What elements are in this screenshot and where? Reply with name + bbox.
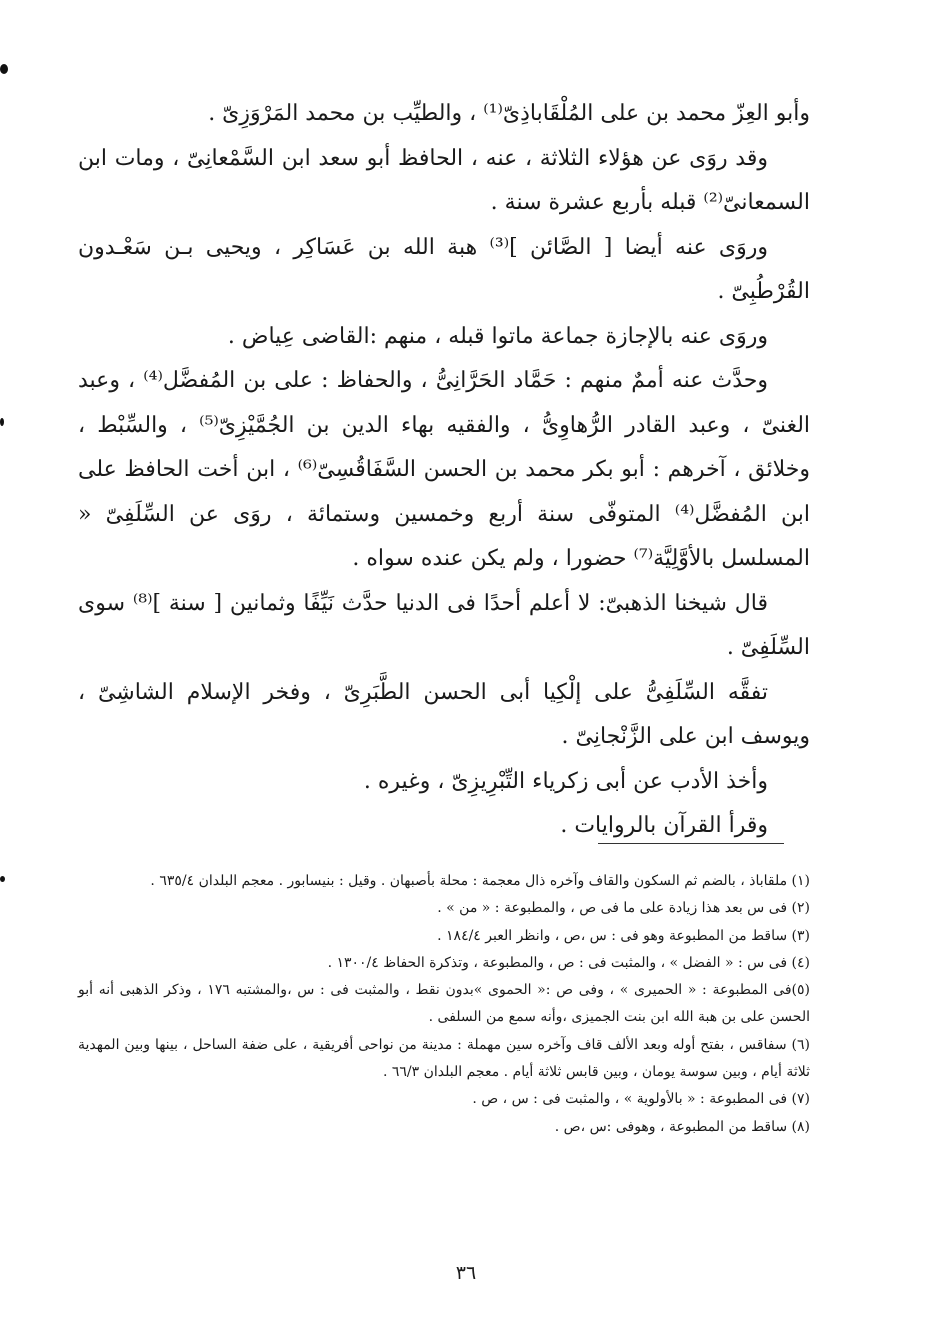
footnotes (78, 868, 810, 1141)
footnote-6: (٦) سفاقس ، بفتح أوله وبعد الألف قاف وآخره سين مهملة : مدينة من نواحى أفريقية ، على ضفة الساحل ، بينها وبين المهدية ثلاثة أيام ، وبين سوسة يومان ، وبين قابس ثلاثة أيام . معجم البلدان ٦٦/٣ . (78, 1036, 810, 1081)
paragraph-4: وروَى عنه بالإجازة جماعة ماتوا قبله ، منهم :القاضى عِياض . (227, 323, 768, 349)
main-text (78, 92, 810, 849)
footnote-7: (٧) فى المطبوعة : « بالأولوية » ، والمثبت فى : س ، ص . (472, 1091, 810, 1108)
footnote-8: (٨) ساقط من المطبوعة ، وهوفى :س ،ص . (554, 1118, 810, 1135)
paragraph-9: وقرأ القرآن بالروايات . (560, 813, 768, 838)
footnote-4: (٤) فى س : « الفضل » ، والمثبت فى : ص ، والمطبوعة ، وتذكرة الحفاظ ١٣٠٠/٤ . (327, 954, 810, 971)
paragraph-3: وروَى عنه أيضا [ الصَّائن ]⁽³⁾ هبة الله بن عَسَاكِر ، ويحيى بـن سَعْـدون القُرْطُبِىّ . (78, 234, 810, 304)
paragraph-1: وأبو العِزّ محمد بن على المُلْقَاباذِىّ⁽¹⁾ ، والطيِّب بن محمد المَرْوَزِىّ . (208, 101, 810, 126)
paragraph-7: تفقَّه السِّلَفِىُّ على إلْكِيا أبى الحسن الطَّبَرِىّ ، وفخر الإسلام الشاشِىّ ، ويوسف ابن على الزَّنْجانِىّ . (78, 679, 810, 749)
footnote-1: (١) ملقاباذ ، بالضم ثم السكون والقاف وآخره ذال معجمة : محلة بأصبهان . وقيل : بنيسابور . معجم البلدان ٦٣٥/٤ . (150, 873, 810, 889)
footnote-2: (٢) فى س بعد هذا زيادة على ما فى ص ، والمطبوعة : « من » . (437, 900, 810, 917)
paragraph-6: قال شيخنا الذهبىّ: لا أعلم أحدًا فى الدنيا حدَّث نَيِّفًا وثمانين [ سنة ]⁽⁸⁾ سوى السِّلَفِىّ . (78, 590, 810, 660)
margin-ink-mark-top (0, 64, 8, 74)
paragraph-8: وأخذ الأدب عن أبى زكرياء التِّبْرِيزِىّ ، وغيره . (363, 768, 768, 794)
footnote-separator (598, 843, 784, 844)
margin-ink-mark-middle (0, 418, 4, 426)
footnote-5: (٥)فى المطبوعة : « الحميرى » ، وفى ص :« الحموى »بدون نقط ، والمثبت فى : س ،والمشتبه ١٧٦ ، وذكر الذهبى أنه أبو الحسن على بن هبة الله ابن بنت الجميزى ،وأنه سمع من السلفى . (78, 982, 810, 1026)
margin-ink-mark-lower (0, 876, 5, 882)
page-number: ٣٦ (455, 1262, 477, 1284)
paragraph-5: وحدَّث عنه أممٌ منهم : حَمَّاد الحَرَّانِىُّ ، والحفاظ : على بن المُفضَّل⁽⁴⁾ ، وعبد الغنىّ ، وعبد القادر الرُّهاوِىُّ ، والفقيه بهاء الدين بن الجُمَّيْزِىّ⁽⁵⁾ ، والسِّبْط ، وخلائق ، آخرهم : أبو بكر محمد بن الحسن السَّفَاقُسِىّ⁽⁶⁾ ، ابن أخت الحافظ على ابن المُفضَّل⁽⁴⁾ المتوفّى سنة أربع وخمسين وستمائة ، روَى عن السِّلَفِىّ « المسلسل بالأوَّلِيَّة⁽⁷⁾ حضورا ، ولم يكن عنده سواه . (78, 368, 811, 571)
paragraph-2: وقد روَى عن هؤلاء الثلاثة ، عنه ، الحافظ أبو سعد ابن السَّمْعانِىّ ، ومات ابن السمعانىّ⁽²⁾ قبله بأربع عشرة سنة . (78, 145, 810, 215)
footnote-3: (٣) ساقط من المطبوعة وهو فى : س ،ص ، وانظر العبر ١٨٤/٤ . (437, 927, 810, 944)
